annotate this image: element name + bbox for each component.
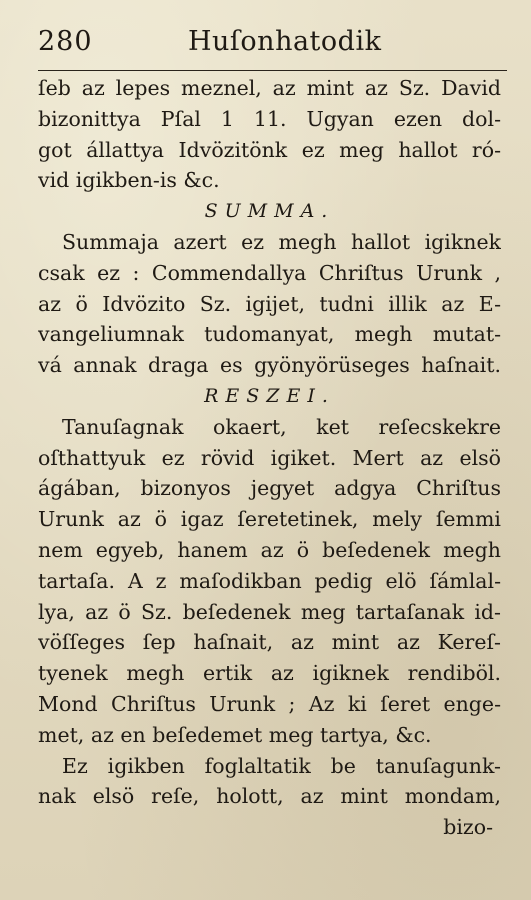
- section-heading-reszei: RESZEI.: [204, 384, 335, 407]
- text-line: nak elsö reſe, holott, az mint mondam,: [38, 784, 501, 809]
- text-line: vá annak draga es gyönyörüseges haſnait.: [38, 353, 501, 378]
- paragraph: [38, 227, 501, 381]
- catchword: bizo-: [443, 815, 493, 840]
- text-line: Tanuſagnak okaert, ket reſecskekre: [62, 414, 501, 439]
- text-line: Mond Chriſtus Urunk ; Az ki ſeret enge-: [38, 691, 501, 716]
- text-line: lya, az ö Sz. beſedenek meg tartaſanak id-: [38, 599, 501, 624]
- text-line: Urunk az ö igaz ſeretetinek, mely ſemmi: [38, 507, 501, 532]
- page-body: [38, 73, 501, 843]
- section-heading-summa: SUMMA.: [204, 200, 335, 223]
- text-line: ágában, bizonyos jegyet adgya Chriſtus: [38, 476, 501, 501]
- text-line: Ez igikben foglaltatik be tanuſagunk-: [62, 753, 501, 778]
- text-line: vöſſeges ſep haſnait, az mint az Kereſ-: [38, 630, 501, 655]
- paragraph: [38, 73, 501, 196]
- text-line: vid igikben-is &c.: [38, 168, 220, 193]
- page-number: 280: [38, 26, 93, 57]
- paragraph: [38, 751, 501, 813]
- text-line: got állattya Idvözitönk ez meg hallot ró-: [38, 137, 501, 162]
- text-line: tyenek megh ertik az igiknek rendiböl.: [38, 661, 501, 686]
- text-line: vangeliumnak tudomanyat, megh mutat-: [38, 322, 501, 347]
- text-line: csak ez : Commendallya Chriſtus Urunk ,: [38, 260, 501, 285]
- text-line: az ö Idvözito Sz. igijet, tudni illik az E-: [38, 291, 501, 316]
- text-line: tartaſa. A z maſodikban pedig elö ſámlal-: [38, 568, 501, 593]
- page-header: [38, 26, 507, 71]
- running-head: Huſonhatodik: [188, 26, 382, 57]
- text-line: oſthattyuk ez rövid igiket. Mert az elsö: [38, 445, 501, 470]
- text-line: bizonittya Pſal 1 11. Ugyan ezen dol-: [38, 106, 501, 131]
- text-line: Summaja azert ez megh hallot igiknek: [62, 229, 501, 254]
- text-line: nem egyeb, hanem az ö beſedenek megh: [38, 537, 501, 562]
- paragraph: [38, 412, 501, 751]
- text-line: ſeb az lepes meznel, az mint az Sz. David: [38, 76, 501, 100]
- text-line: met, az en beſedemet meg tartya, &c.: [38, 722, 432, 747]
